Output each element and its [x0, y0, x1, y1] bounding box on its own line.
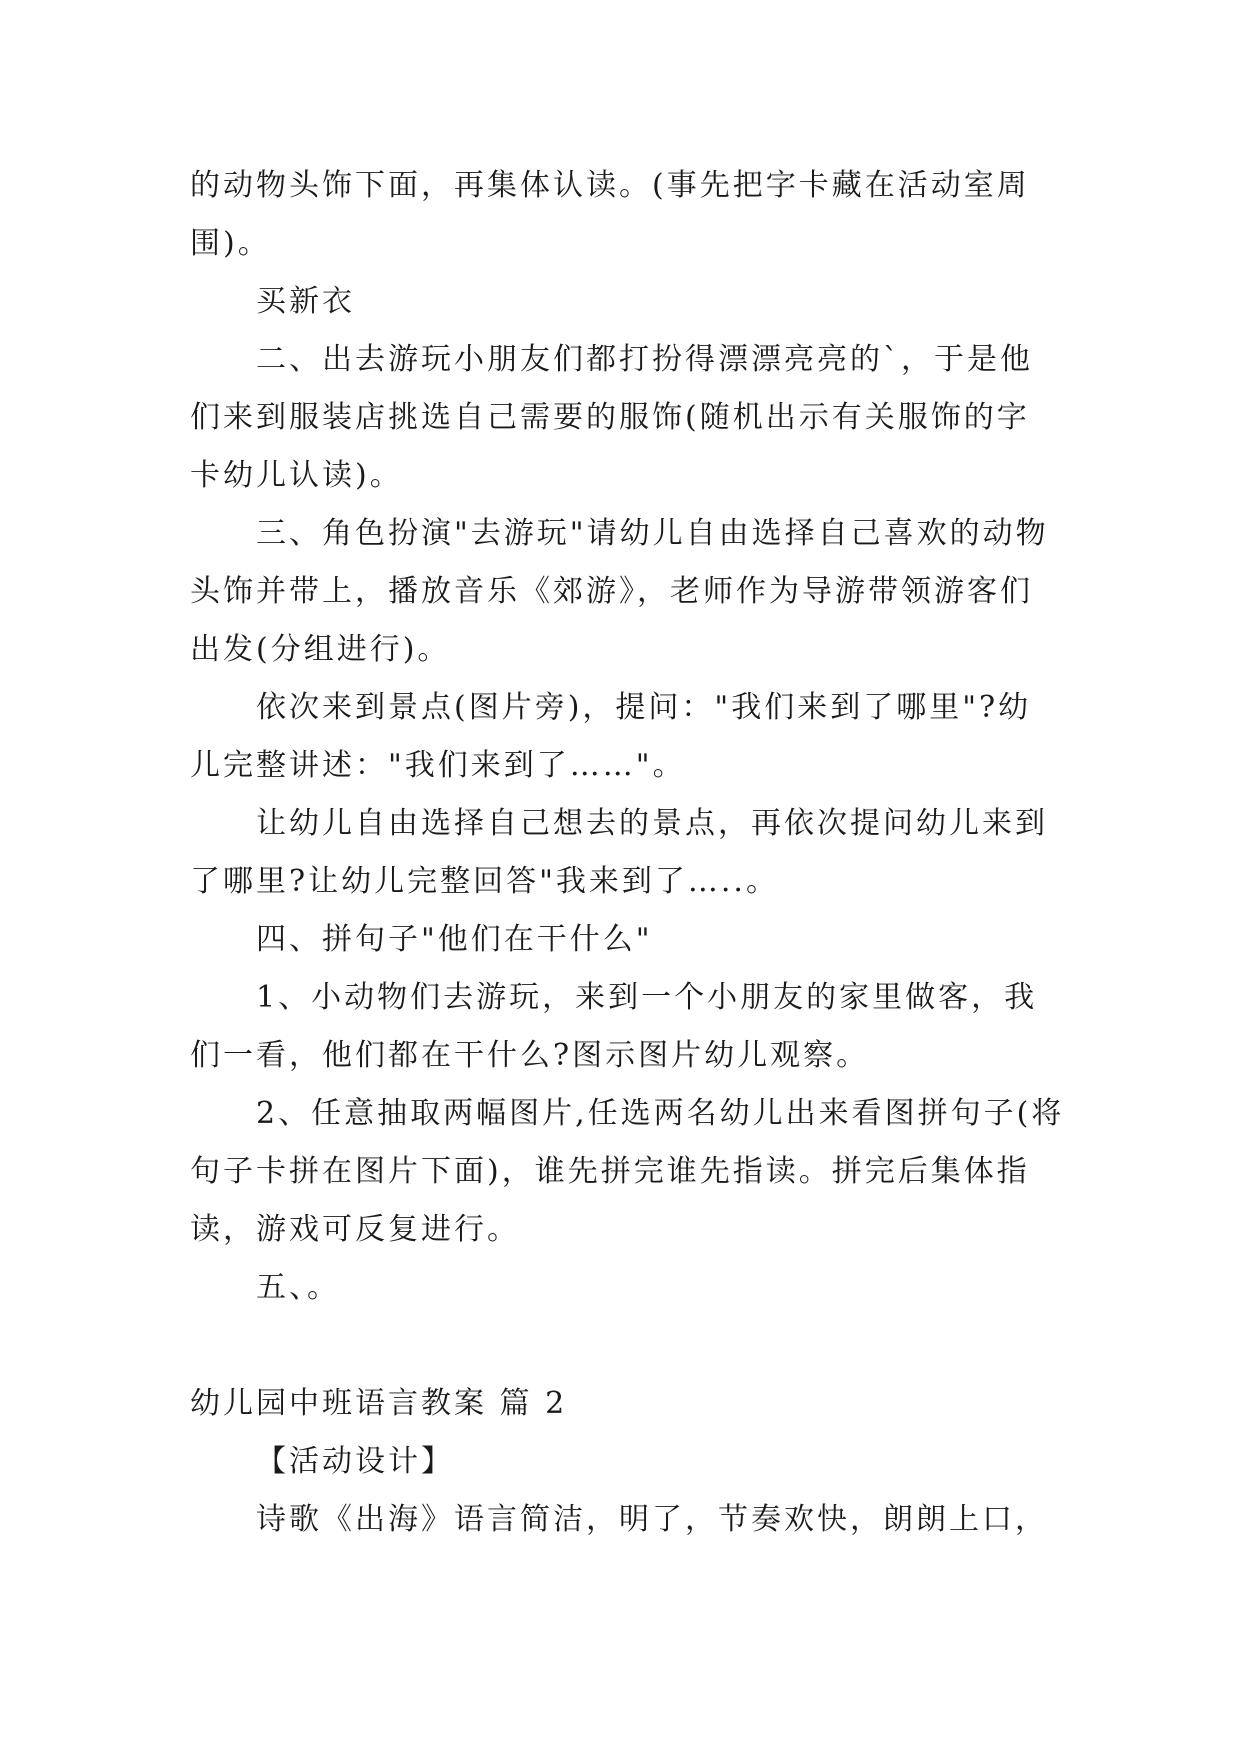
body-text-line: 三、角色扮演"去游玩"请幼儿自由选择自己喜欢的动物	[256, 516, 1049, 551]
section-heading: 买新衣	[256, 284, 355, 319]
body-text-line: 儿完整讲述："我们来到了……"。	[190, 748, 686, 783]
body-text-line: 们来到服装店挑选自己需要的服饰(随机出示有关服饰的字	[190, 400, 1030, 435]
body-text-line: 们一看，他们都在干什么?图示图片幼儿观察。	[190, 1038, 870, 1073]
body-text-line: 五、。	[256, 1270, 340, 1305]
body-text-line: 了哪里?让幼儿完整回答"我来到了…..。	[190, 864, 779, 899]
body-text-line: 围)。	[190, 226, 271, 261]
body-text-line: 句子卡拼在图片下面)，谁先拼完谁先指读。拼完后集体指	[190, 1154, 1030, 1189]
body-text-line: 依次来到景点(图片旁)，提问："我们来到了哪里"?幼	[256, 690, 1032, 725]
body-text-line: 诗歌《出海》语言简洁，明了，节奏欢快，朗朗上口，	[256, 1502, 1048, 1537]
body-text-line: 头饰并带上，播放音乐《郊游》，老师作为导游带领游客们	[190, 574, 1033, 609]
body-text-line: 四、拼句子"他们在干什么"	[256, 922, 653, 957]
body-text-line: 出发(分组进行)。	[190, 632, 451, 667]
body-text-line: 让幼儿自由选择自己想去的景点，再依次提问幼儿来到	[256, 806, 1048, 841]
body-text-line: 二、出去游玩小朋友们都打扮得漂漂亮亮的`，于是他	[256, 342, 1033, 377]
body-text-line: 读，游戏可反复进行。	[190, 1212, 520, 1247]
body-text-line: 的动物头饰下面，再集体认读。(事先把字卡藏在活动室周	[190, 168, 1030, 203]
document-section-title: 幼儿园中班语言教案 篇 2	[190, 1386, 568, 1421]
body-text-line: 2、任意抽取两幅图片,任选两名幼儿出来看图拼句子(将	[256, 1096, 1065, 1131]
body-text-line: 卡幼儿认读)。	[190, 458, 403, 493]
subsection-heading: 【活动设计】	[256, 1444, 454, 1479]
body-text-line: 1、小动物们去游玩，来到一个小朋友的家里做客，我	[256, 980, 1038, 1015]
